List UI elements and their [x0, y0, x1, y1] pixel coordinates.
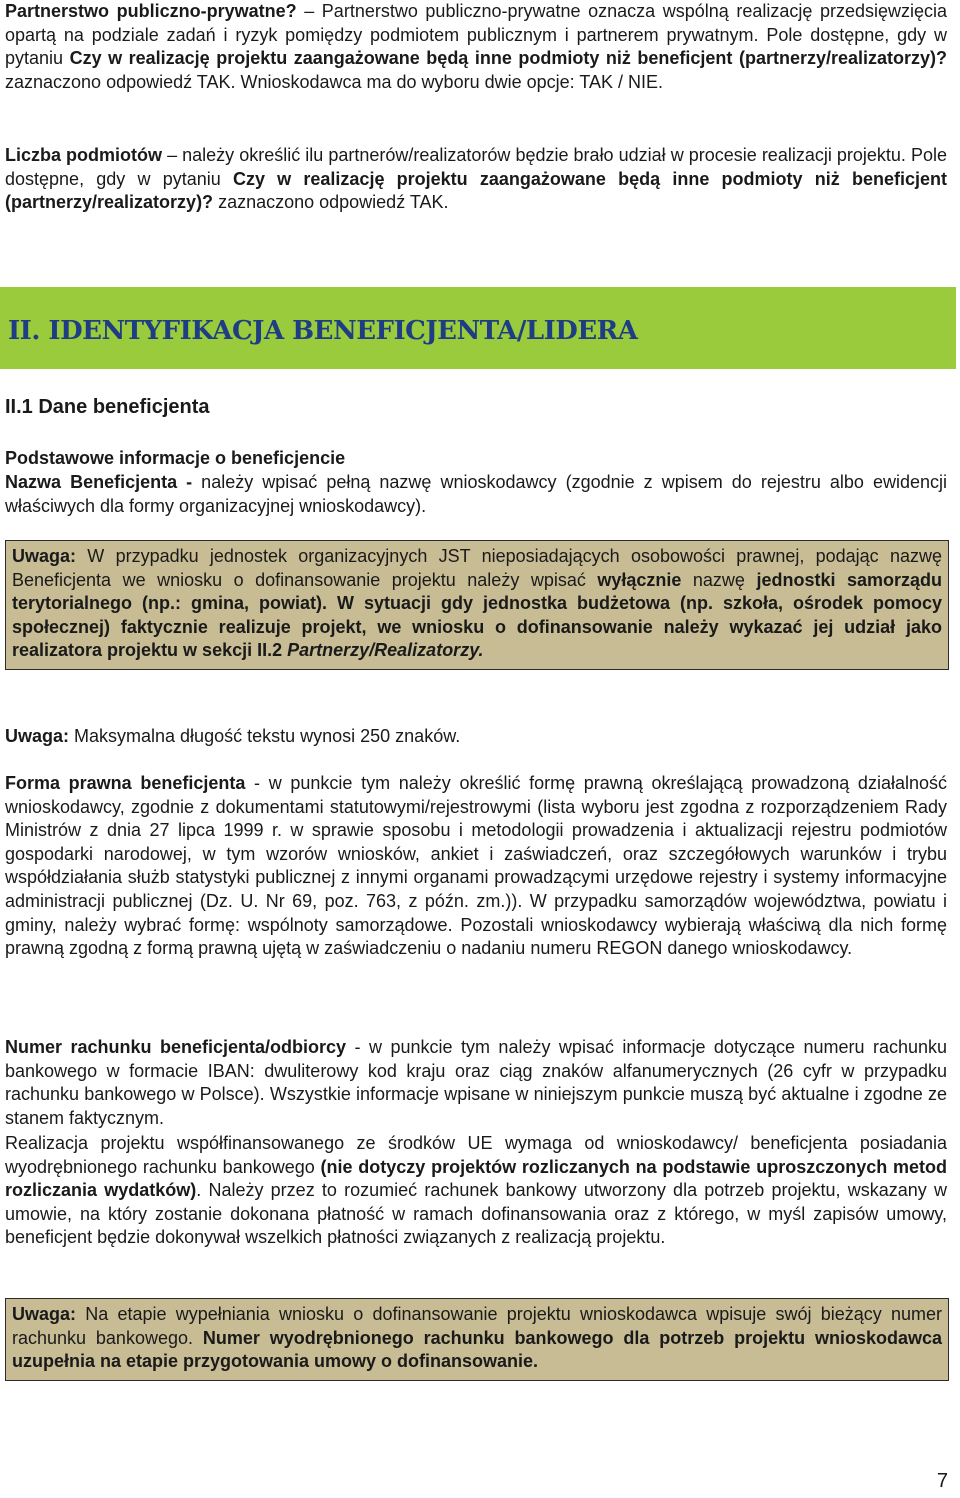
- note-jst-text-2: nazwę: [681, 569, 757, 590]
- section-title: II. IDENTYFIKACJA BENEFICJENTA/LIDERA: [8, 316, 638, 346]
- ppp-question: Czy w realizację projektu zaangażowane będą inne podmioty niż beneficjent (partnerzy/realizatorzy)?: [69, 48, 948, 69]
- note-max-length: [5, 725, 947, 749]
- account-term: Numer rachunku beneficjenta/odbiorcy: [5, 1037, 347, 1057]
- ppp-text-1: – Partnerstwo publiczno-prywatne oznacza wspólną realizację przedsięwzięcia opartą na podziale zadań i ryzyk pomiędzy podmiotem publicznym i partnerem prywatnym. Pole dostępne, gdy w pytaniu: [5, 1, 948, 69]
- note-account-text: Na etapie wypełniania wniosku o dofinansowanie projektu wnioskodawca wpisuje swój bieżący numer rachunku bankowego.: [12, 1304, 942, 1348]
- note-jst-section-ref: Partnerzy/Realizatorzy.: [287, 640, 484, 661]
- note-label: Uwaga:: [12, 546, 77, 566]
- ppp-term: Partnerstwo publiczno-prywatne?: [5, 1, 297, 21]
- page-number: 7: [936, 1470, 948, 1492]
- beneficiary-name-term: Nazwa Beneficjenta -: [5, 472, 193, 492]
- note-label: Uwaga:: [5, 726, 70, 746]
- subsection-title: II.1 Dane beneficjenta: [5, 396, 210, 418]
- account-requirement-text-2: . Należy przez to rozumieć rachunek bankowy utworzony dla potrzeb projektu, wskazany w umowie, na który zostanie dokonana płatność w ramach dofinansowania oraz z którego, w myśl zapisów umowy, beneficjent będzie dokonywał wszelkich płatności związanych z realizacją projektu.: [5, 1180, 947, 1248]
- basic-info-heading: Podstawowe informacje o beneficjencie: [5, 448, 346, 468]
- entity-count-text-1: – należy określić ilu partnerów/realizatorów będzie brało udział w procesie realizacji projektu. Pole dostępne, gdy w pytaniu: [5, 145, 947, 189]
- note-max-length-text: Maksymalna długość tekstu wynosi 250 znaków.: [69, 726, 461, 746]
- legal-form-paragraph: [5, 772, 947, 961]
- note-account-bold-text: Numer wyodrębnionego rachunku bankowego dla potrzeb projektu wnioskodawca uzupełnia na etapie przygotowania umowy o dofinansowanie.: [12, 1327, 943, 1372]
- note-jst-emphasis: wyłącznie: [597, 569, 682, 590]
- entity-count-term: Liczba podmiotów: [5, 145, 163, 165]
- beneficiary-name-text: należy wpisać pełną nazwę wnioskodawcy (zgodnie z wpisem do rejestru albo ewidencji właściwych dla formy organizacyjnej wnioskodawcy).: [5, 472, 947, 516]
- section-banner: [0, 287, 956, 369]
- account-requirement-exception: (nie dotyczy projektów rozliczanych na podstawie uproszczonych metod rozliczania wydatków): [5, 1156, 947, 1201]
- account-paragraph: [5, 1036, 947, 1130]
- note-label: Uwaga:: [12, 1304, 77, 1324]
- note-jst-bold-text: jednostki samorządu terytorialnego (np.: gmina, powiat). W sytuacji gdy jednostka budżetowa (np. szkoła, ośrodek pomocy społecznej) faktycznie realizuje projekt, we wniosku o dofinansowanie należy wykazać jej udział jako realizatora projektu w sekcji II.2: [12, 569, 942, 661]
- account-requirement-paragraph: [5, 1132, 947, 1250]
- account-text: - w punkcie tym należy wpisać informacje dotyczące numeru rachunku bankowego w formacie IBAN: dwuliterowy kod kraju oraz ciąg znaków alfanumerycznych (26 cyfr w przypadku rachunku bankowego w Polsce). Wszystkie informacje wpisane w niniejszym punkcie muszą być aktualne i zgodne ze stanem faktycznym.: [5, 1037, 948, 1128]
- legal-form-term: Forma prawna beneficjenta: [5, 773, 246, 793]
- beneficiary-name-paragraph: [5, 471, 947, 518]
- entity-count-question: Czy w realizację projektu zaangażowane będą inne podmioty niż beneficjent (partnerzy/realizatorzy)?: [5, 168, 947, 213]
- account-requirement-text-1: Realizacja projektu współfinansowanego ze środków UE wymaga od wnioskodawcy/ beneficjenta posiadania wyodrębnionego rachunku bankowego: [5, 1133, 947, 1177]
- ppp-text-2: zaznaczono odpowiedź TAK. Wnioskodawca ma do wyboru dwie opcje: TAK / NIE.: [5, 71, 663, 92]
- ppp-paragraph: [5, 0, 947, 94]
- note-account-box: [5, 1298, 949, 1381]
- entity-count-paragraph: [5, 144, 947, 215]
- note-jst-text-1: W przypadku jednostek organizacyjnych JST nieposiadających osobowości prawnej, podając nazwę Beneficjenta we wniosku o dofinansowanie projektu należy wpisać: [12, 546, 942, 590]
- legal-form-text: - w punkcie tym należy określić formę prawną określającą prowadzoną działalność wnioskodawcy, zgodnie z dokumentami statutowymi/rejestrowymi (lista wyboru jest zgodna z rozporządzeniem Rady Ministrów z dnia 27 lipca 1999 r. w sprawie sposobu i metodologii prowadzenia i aktualizacji rejestru podmiotów gospodarki narodowej, w tym wzorów wniosków, ankiet i zaświadczeń, oraz szczegółowych warunków i trybu współdziałania służb statystyki publicznej z innymi organami prowadzącymi urzędowe rejestry i systemy informacyjne administracji publicznej (Dz. U. Nr 69, poz. 763, z późn. zm.)). W przypadku samorządów województwa, powiatu i gminy, należy wybrać formę: wspólnoty samorządowe. Pozostali wnioskodawcy wybierają właściwą dla nich formę prawną zgodną z formą prawną ujętą w zaświadczeniu o nadaniu numeru REGON danego wnioskodawcy.: [5, 773, 947, 959]
- note-jst-box: [5, 540, 949, 670]
- entity-count-text-2: zaznaczono odpowiedź TAK.: [213, 192, 449, 213]
